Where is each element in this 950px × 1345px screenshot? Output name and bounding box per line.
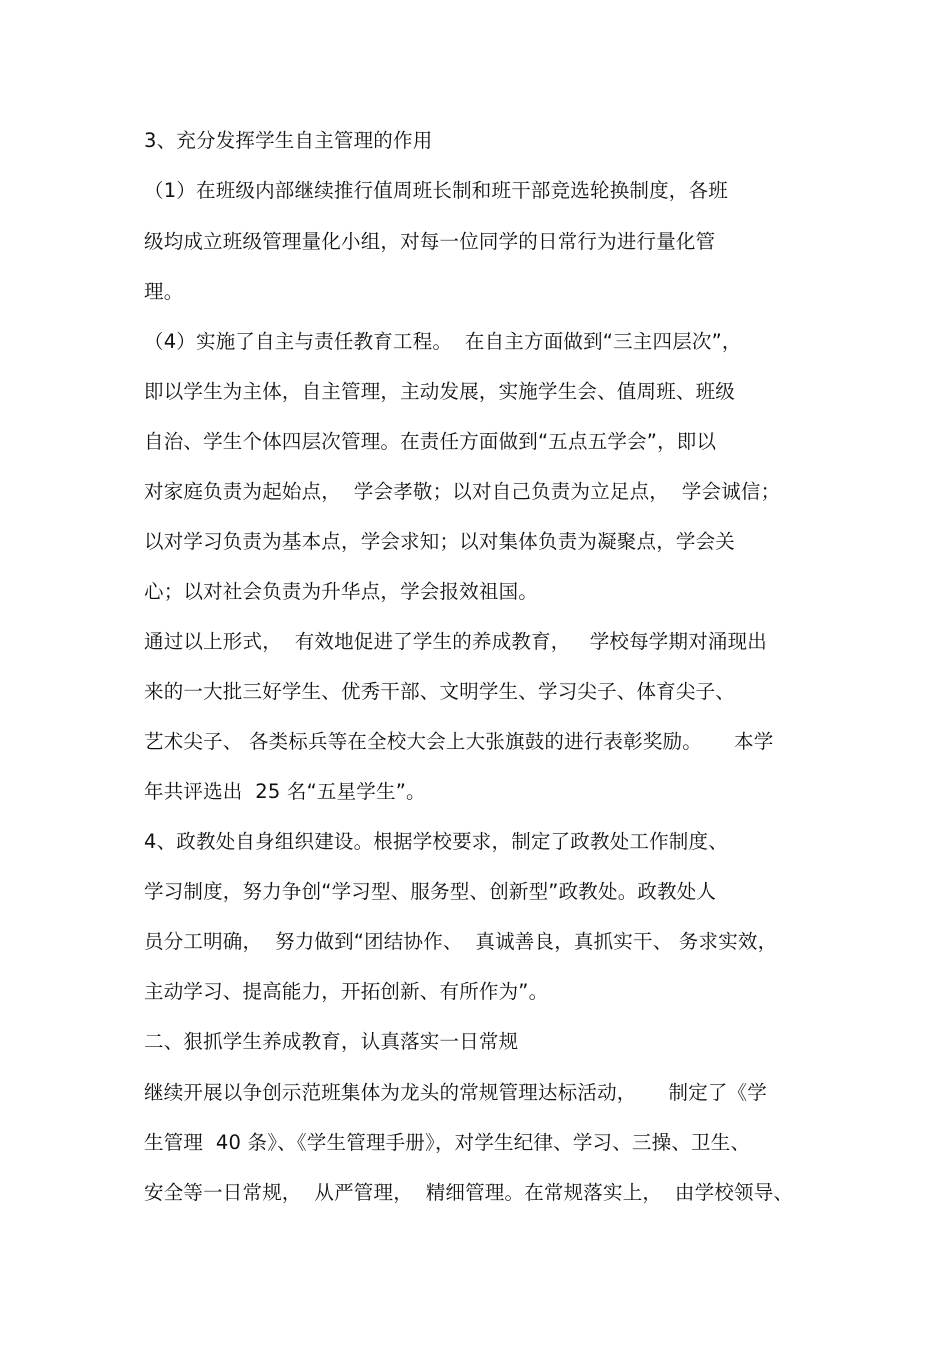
text-line: 学习制度，努力争创“学习型、服务型、创新型”政教处。政教处人 (144, 880, 717, 903)
text-line: 自治、学生个体四层次管理。在责任方面做到“五点五学会”，即以 (144, 430, 717, 453)
text-line: 通过以上形式， 有效地促进了学生的养成教育， 学校每学期对涌现出 (144, 630, 767, 653)
text-line: 理。 (144, 280, 184, 303)
text-line: （4）实施了自主与责任教育工程。 在自主方面做到“三主四层次”， (144, 330, 742, 353)
text-line: 心；以对社会负责为升华点，学会报效祖国。 (144, 580, 539, 603)
text-line: （1）在班级内部继续推行值周班长制和班干部竞选轮换制度，各班 (144, 179, 728, 202)
text-line: 即以学生为主体，自主管理，主动发展，实施学生会、值周班、班级 (144, 380, 736, 403)
text-line: 3、充分发挥学生自主管理的作用 (144, 129, 433, 152)
text-line: 员分工明确， 努力做到“团结协作、 真诚善良，真抓实干、 务求实效， (144, 930, 778, 953)
text-line: 艺术尖子、 各类标兵等在全校大会上大张旗鼓的进行表彰奖励。 本学 (144, 730, 774, 753)
text-line: 主动学习、提高能力，开拓创新、有所作为”。 (144, 980, 549, 1003)
text-line: 来的一大批三好学生、优秀干部、文明学生、学习尖子、体育尖子、 (144, 680, 736, 703)
text-line: 继续开展以争创示范班集体为龙头的常规管理达标活动， 制定了《学 (144, 1081, 767, 1104)
text-line: 生管理 40 条》、《学生管理手册》，对学生纪律、学习、三操、卫生、 (144, 1131, 751, 1154)
text-line: 以对学习负责为基本点，学会求知；以对集体负责为凝聚点，学会关 (144, 530, 736, 553)
text-line: 安全等一日常规， 从严管理， 精细管理。在常规落实上， 由学校领导、 (144, 1181, 794, 1204)
text-line: 对家庭负责为起始点， 学会孝敬；以对自己负责为立足点， 学会诚信； (144, 480, 781, 503)
text-line: 二、狠抓学生养成教育，认真落实一日常规 (144, 1030, 519, 1053)
text-line: 4、政教处自身组织建设。根据学校要求，制定了政教处工作制度、 (144, 830, 728, 853)
text-line: 年共评选出 25 名“五星学生”。 (144, 780, 426, 803)
text-line: 级均成立班级管理量化小组，对每一位同学的日常行为进行量化管 (144, 230, 716, 253)
